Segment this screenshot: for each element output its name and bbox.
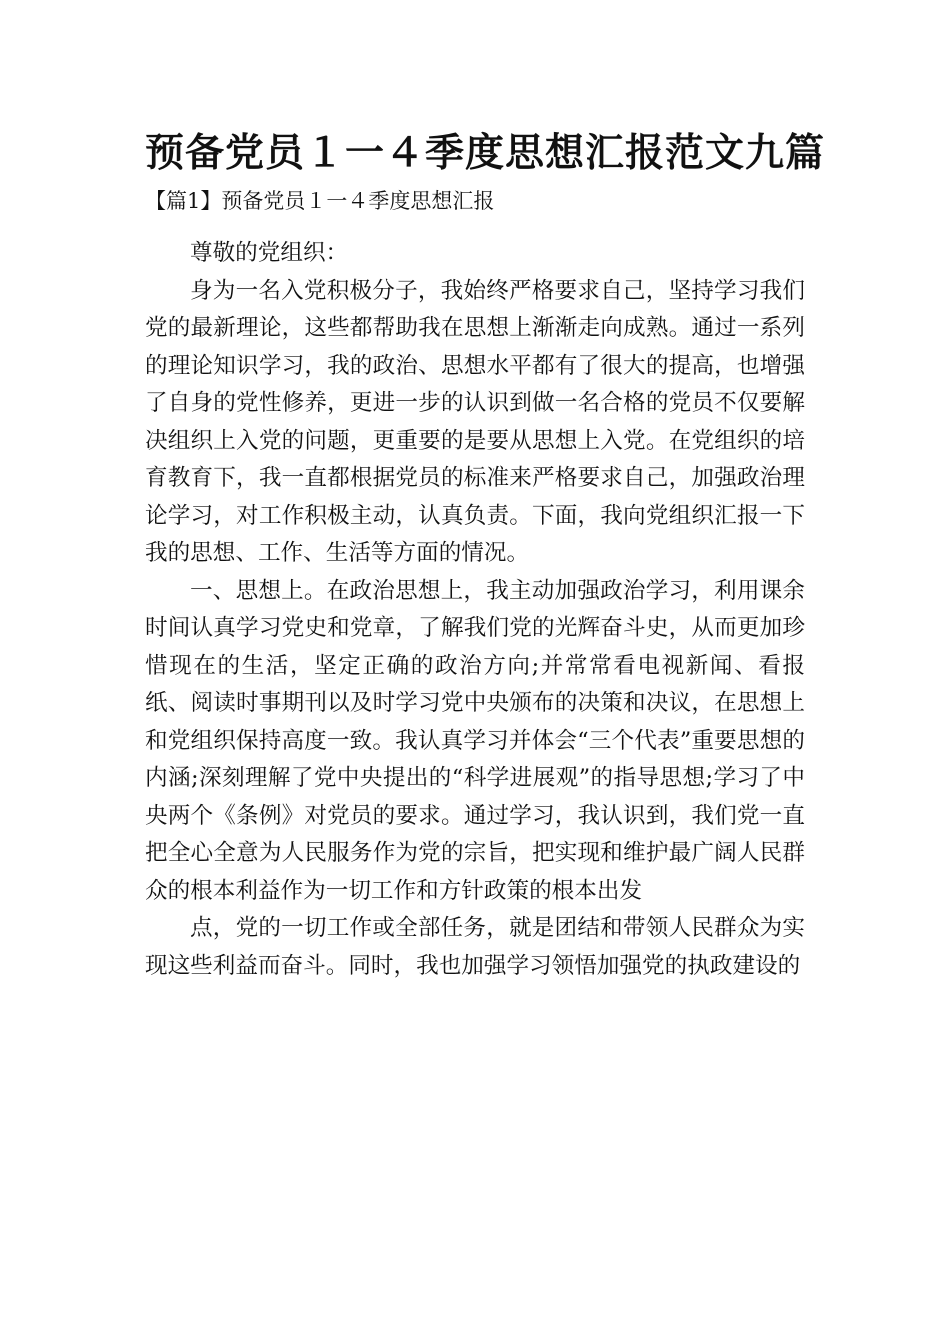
paragraph-ideology: 一、思想上。在政治思想上，我主动加强政治学习，利用课余时间认真学习党史和党章，了解我们党的光辉奋斗史，从而更加珍惜现在的生活，坚定正确的政治方向;并常常看电视新闻、看报纸、阅读时事期刊以及时学习党中央颁布的决策和决议，在思想上和党组织保持高度一致。我认真学习并体会“三个代表”重要思想的内涵;深刻理解了党中央提出的“科学进展观”的指导思想;学习了中央两个《条例》对党员的要求。通过学习，我认识到，我们党一直把全心全意为人民服务作为党的宗旨，把实现和维护最广阔人民群众的根本利益作为一切工作和方针政策的根本出发 [145, 577, 805, 904]
document-title: 预备党员１一４季度思想汇报范文九篇 [145, 131, 826, 176]
section-heading: 【篇1】预备党员１一４季度思想汇报 [145, 189, 495, 213]
document-body [145, 235, 805, 985]
paragraph-intro: 身为一名入党积极分子，我始终严格要求自己，坚持学习我们党的最新理论，这些都帮助我在思想上渐渐走向成熟。通过一系列的理论知识学习，我的政治、思想水平都有了很大的提高，也增强了自身的党性修养，更进一步的认识到做一名合格的党员不仅要解决组织上入党的问题，更重要的是要从思想上入党。在党组织的培育教育下，我一直都根据党员的标准来严格要求自己，加强政治理论学习，对工作积极主动，认真负责。下面，我向党组织汇报一下我的思想、工作、生活等方面的情况。 [145, 277, 805, 566]
paragraph-continuation: 点，党的一切工作或全部任务，就是团结和带领人民群众为实现这些利益而奋斗。同时，我也加强学习领悟加强党的执政建设的 [145, 915, 805, 979]
salutation: 尊敬的党组织： [190, 240, 349, 266]
